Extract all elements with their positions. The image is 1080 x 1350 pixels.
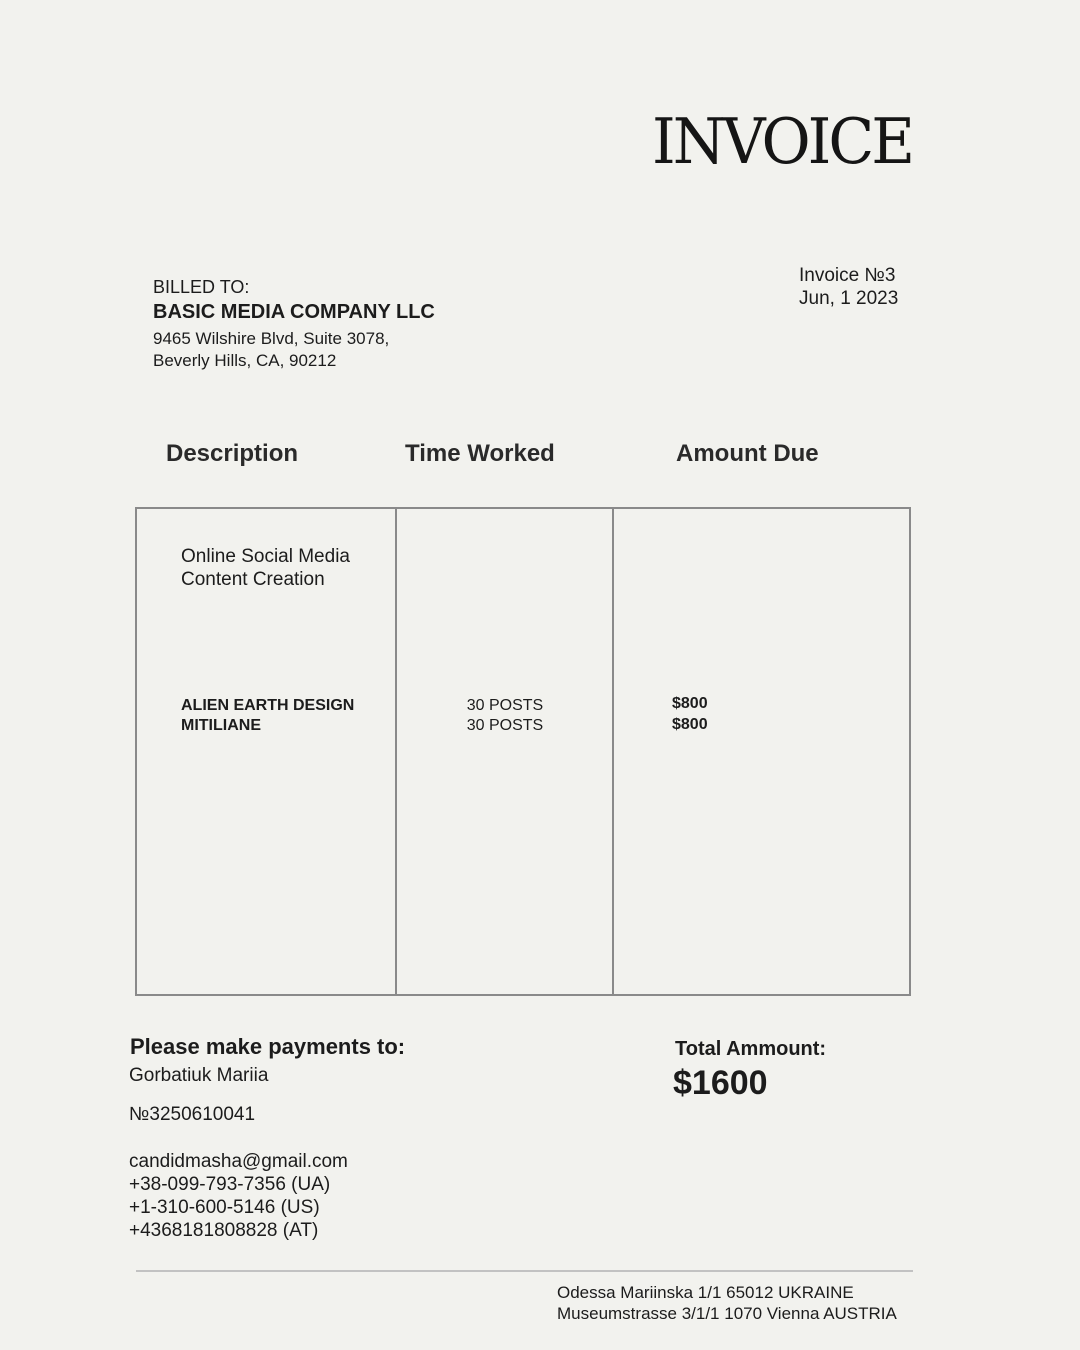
- footer-address: Odessa Mariinska 1/1 65012 UKRAINE: [557, 1283, 854, 1302]
- payee-phone: +38-099-793-7356 (UA): [129, 1174, 331, 1195]
- service-description: Online Social Media Content Creation: [181, 546, 350, 590]
- billed-company-name: BASIC MEDIA COMPANY LLC: [153, 300, 435, 323]
- item-amount: $800: [672, 695, 708, 712]
- payee-phone: +1-310-600-5146 (US): [129, 1197, 320, 1218]
- total-amount: $1600: [673, 1064, 768, 1102]
- payee-email: candidmasha@gmail.com: [129, 1151, 348, 1172]
- payee-phone: +4368181808828 (AT): [129, 1220, 319, 1241]
- item-time: 30 POSTS: [466, 697, 544, 714]
- footer-address: Museumstrasse 3/1/1 1070 Vienna AUSTRIA: [557, 1304, 897, 1323]
- table-divider: [395, 507, 397, 996]
- item-description: ALIEN EARTH DESIGN: [181, 697, 355, 714]
- total-label: Total Ammount:: [675, 1038, 827, 1060]
- column-header-amount-due: Amount Due: [676, 440, 819, 467]
- item-times: [440, 696, 570, 736]
- footer-divider: [136, 1270, 913, 1272]
- column-header-time-worked: Time Worked: [405, 440, 555, 467]
- billed-to-block: [153, 276, 435, 372]
- payee-contacts: [129, 1150, 348, 1242]
- item-descriptions: [181, 696, 354, 736]
- invoice-date: Jun, 1 2023: [799, 288, 899, 309]
- item-amount: $800: [672, 716, 708, 733]
- item-description: MITILIANE: [181, 717, 261, 734]
- billed-to-label: BILLED TO:: [153, 277, 250, 297]
- payee-account-number: №3250610041: [129, 1104, 256, 1125]
- payee-name: Gorbatiuk Mariia: [129, 1065, 269, 1086]
- invoice-title: INVOICE: [652, 105, 913, 179]
- invoice-number: Invoice №3: [799, 265, 896, 286]
- billed-address: [153, 328, 435, 372]
- billed-address-line1: 9465 Wilshire Blvd, Suite 3078,: [153, 328, 390, 348]
- invoice-meta: [799, 264, 898, 310]
- column-header-description: Description: [166, 440, 299, 467]
- billed-address-line2: Beverly Hills, CA, 90212: [153, 350, 337, 370]
- payment-title: Please make payments to:: [130, 1034, 406, 1059]
- footer-addresses: [557, 1282, 897, 1324]
- item-amounts: [672, 693, 708, 735]
- item-time: 30 POSTS: [466, 717, 544, 734]
- table-divider: [612, 507, 614, 996]
